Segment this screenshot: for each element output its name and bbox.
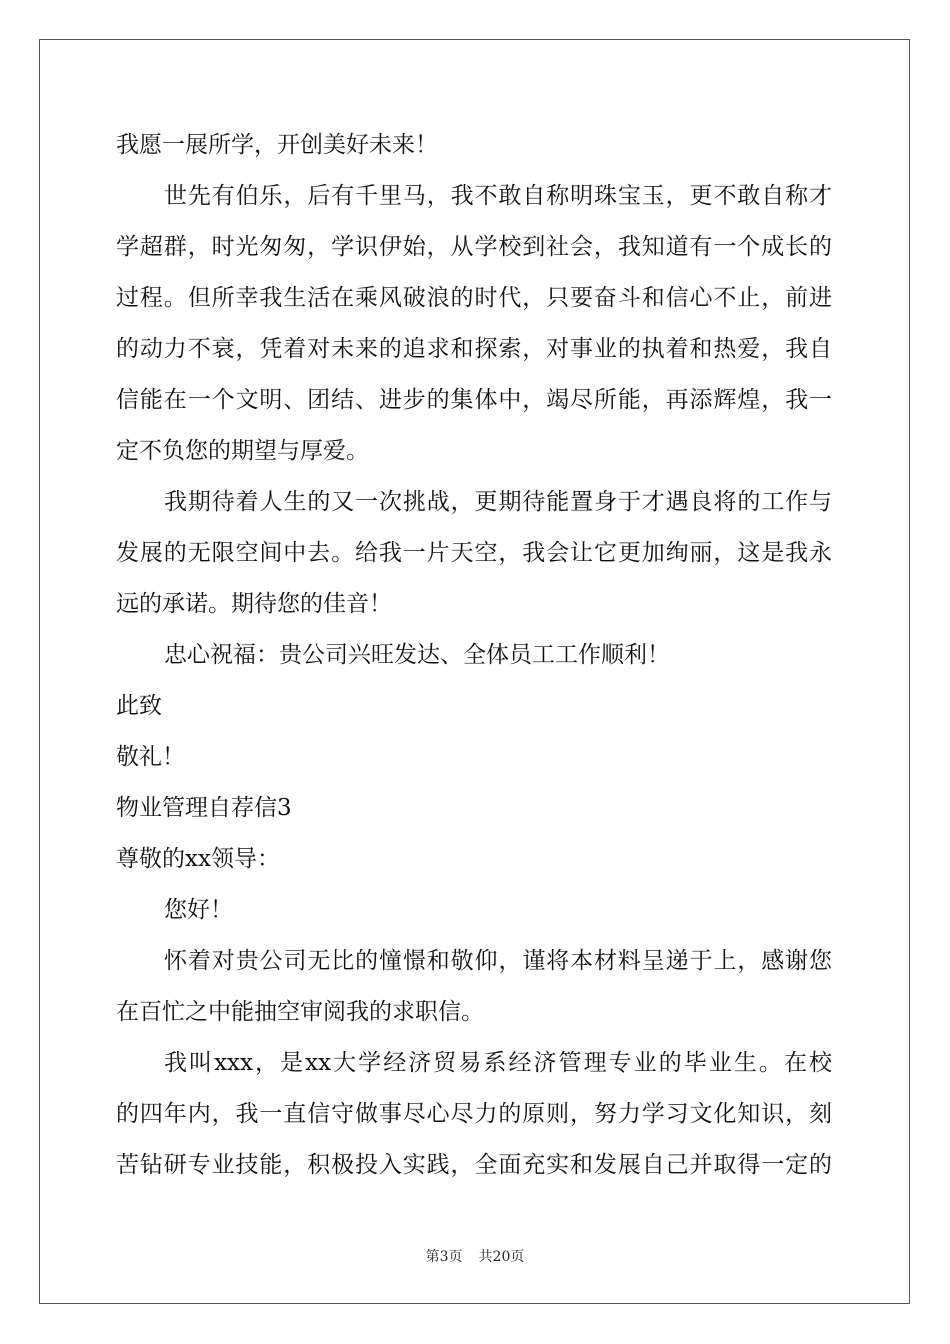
text-line: 定不负您的期望与厚爱。 <box>116 438 369 464</box>
paragraph-start-line: 我叫xxx，是xx大学经济贸易系经济管理专业的毕业生。在校 <box>164 1050 832 1076</box>
greeting-line: 您好！ <box>164 897 233 923</box>
salutation-line: 敬礼！ <box>116 744 185 770</box>
text-line: 苦钻研专业技能，积极投入实践，全面充实和发展自己并取得一定的 <box>116 1152 832 1178</box>
recipient-line: 尊敬的xx领导： <box>116 846 280 872</box>
text-line: 在百忙之中能抽空审阅我的求职信。 <box>116 999 484 1025</box>
document-body <box>116 120 832 1191</box>
text-line: 发展的无限空间中去。给我一片天空，我会让它更加绚丽，这是我永 <box>116 540 832 566</box>
text-line: 信能在一个文明、团结、进步的集体中，竭尽所能，再添辉煌，我一 <box>116 387 832 413</box>
text-line: 我愿一展所学，开创美好未来！ <box>116 132 438 158</box>
page-total: 共20页 <box>478 1249 525 1265</box>
text-line: 过程。但所幸我生活在乘风破浪的时代，只要奋斗和信心不止，前进 <box>116 285 832 311</box>
paragraph-start-line: 我期待着人生的又一次挑战，更期待能置身于才遇良将的工作与 <box>164 489 832 515</box>
paragraph-start-line: 世先有伯乐，后有千里马，我不敢自称明珠宝玉，更不敢自称才 <box>164 183 832 209</box>
text-line: 的动力不衰，凭着对未来的追求和探索，对事业的执着和热爱，我自 <box>116 336 832 362</box>
page-footer <box>0 1246 950 1266</box>
closing-line: 此致 <box>116 693 162 719</box>
blessing-line: 忠心祝福：贵公司兴旺发达、全体员工工作顺利！ <box>164 642 670 668</box>
text-line: 学超群，时光匆匆，学识伊始，从学校到社会，我知道有一个成长的 <box>116 234 832 260</box>
text-line: 的四年内，我一直信守做事尽心尽力的原则，努力学习文化知识，刻 <box>116 1101 832 1127</box>
page-number: 第3页 <box>425 1249 463 1265</box>
section-title: 物业管理自荐信3 <box>116 795 292 821</box>
text-line: 远的承诺。期待您的佳音！ <box>116 591 392 617</box>
paragraph-start-line: 怀着对贵公司无比的憧憬和敬仰，谨将本材料呈递于上，感谢您 <box>164 948 832 974</box>
